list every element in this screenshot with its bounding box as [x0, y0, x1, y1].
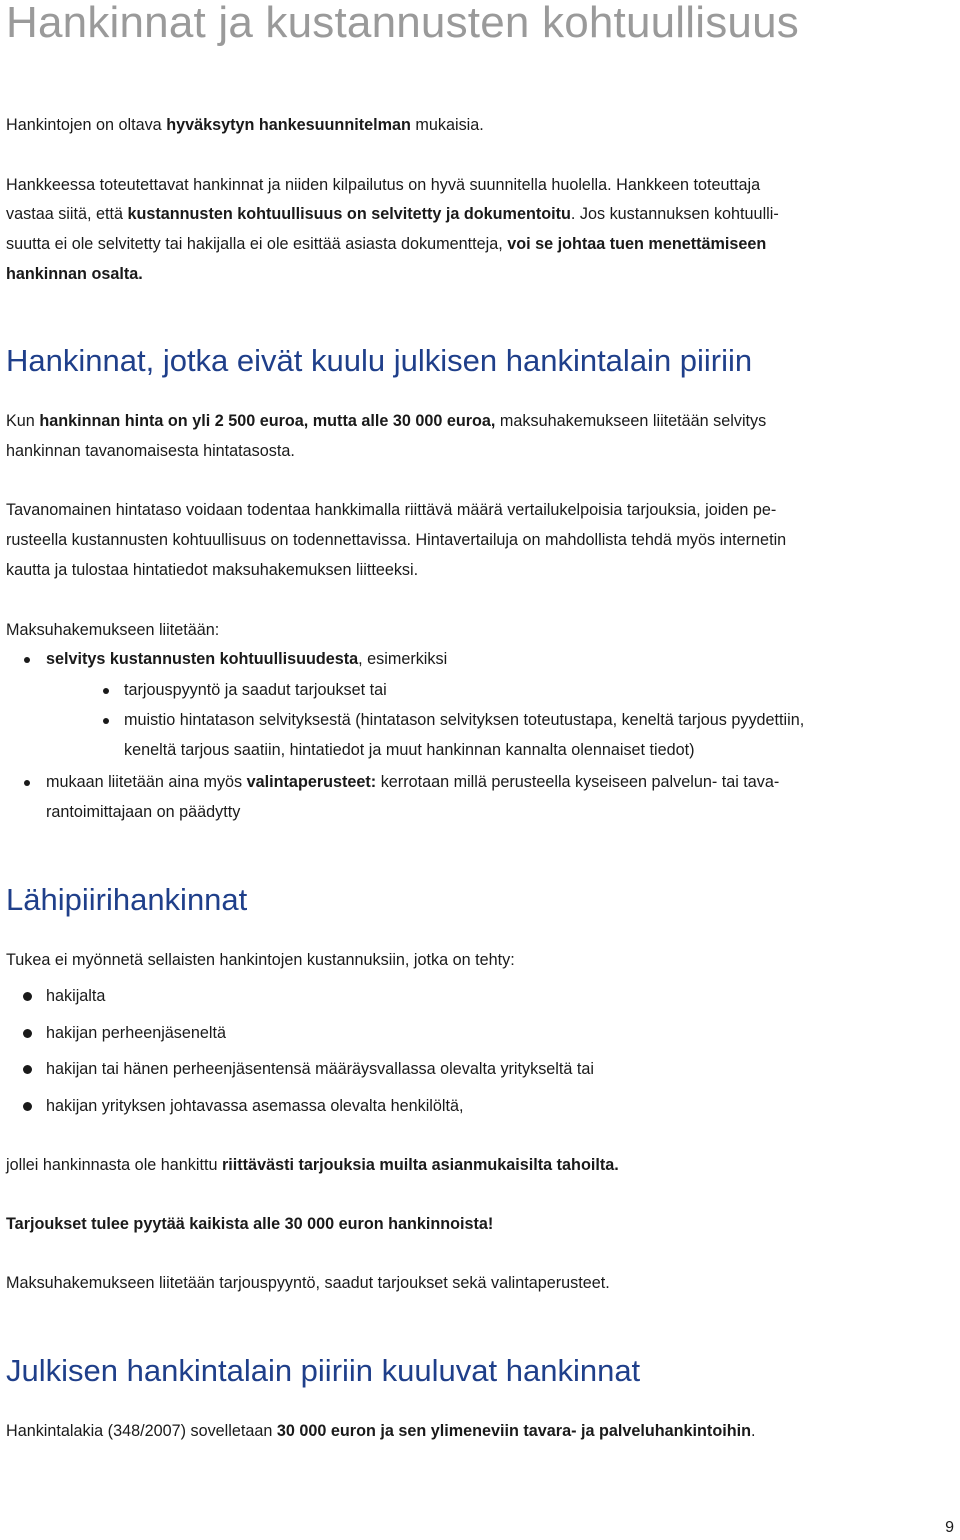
list-item: selvitys kustannusten kohtuullisuudesta, esimerkiksi [46, 650, 448, 668]
list-item: hakijan yrityksen johtavassa asemassa olevalta henkilöltä, [46, 1097, 464, 1115]
sub-list-item: muistio hintatason selvityksestä (hintatason selvityksen toteutustapa, keneltä tarjous pyydettiin, [124, 711, 805, 729]
bullet-icon [23, 992, 32, 1001]
bold-text: hyväksytyn hankesuunnitelman [166, 116, 411, 134]
text: mukaisia. [410, 116, 484, 134]
bullet-icon [24, 657, 30, 663]
section-heading: Julkisen hankintalain piiriin kuuluvat hankinnat [6, 1353, 641, 1388]
sub-list-item: tarjouspyyntö ja saadut tarjoukset tai [124, 681, 387, 699]
text-line: Tavanomainen hintataso voidaan todentaa hankkimalla riittävä määrä vertailukelpoisia tarjouksia, joiden pe- [6, 501, 777, 519]
list-item: mukaan liitetään aina myös valintaperusteet: kerrotaan millä perusteella kyseiseen palvelun- tai tava- [46, 773, 780, 791]
text-line: Kun hankinnan hinta on yli 2 500 euroa, mutta alle 30 000 euroa, maksuhakemukseen liitetään selvitys [6, 412, 767, 430]
page-number: 9 [945, 1519, 954, 1536]
text-line: hankinnan tavanomaisesta hintatasosta. [6, 442, 295, 460]
list-item: hakijan perheenjäseneltä [46, 1024, 226, 1042]
list-intro: Tukea ei myönnetä sellaisten hankintojen kustannuksiin, jotka on tehty: [6, 951, 515, 969]
paragraph-procurement-law: Hankintalakia (348/2007) sovelletaan 30 000 euron ja sen ylimeneviin tavara- ja palveluhankintoihin. [6, 1422, 756, 1440]
paragraph-intro [6, 111, 484, 140]
paragraph-unless: jollei hankinnasta ole hankittu riittävästi tarjouksia muilta asianmukaisilta tahoilta. [6, 1156, 619, 1174]
list-item-continued: rantoimittajaan on päädytty [46, 803, 241, 821]
text: Hankintojen on oltava [6, 116, 167, 134]
sub-list-item-continued: keneltä tarjous saatiin, hintatiedot ja muut hankinnan kannalta olennaiset tiedot) [124, 741, 695, 759]
bullet-icon [103, 688, 109, 694]
paragraph-requirement: Tarjoukset tulee pyytää kaikista alle 30 000 euron hankinnoista! [6, 1215, 494, 1233]
bullet-icon [24, 780, 30, 786]
text-line: Hankkeessa toteutettavat hankinnat ja niiden kilpailutus on hyvä suunnitella huolella. Hankkeen toteuttaja [6, 176, 761, 194]
paragraph-attachments: Maksuhakemukseen liitetään tarjouspyyntö, saadut tarjoukset sekä valintaperusteet. [6, 1274, 610, 1292]
text-line: suutta ei ole selvitetty tai hakijalla ei ole esittää asiasta dokumentteja, voi se johtaa tuen menettämiseen [6, 235, 767, 253]
text-line: rusteella kustannusten kohtuullisuus on todennettavissa. Hintavertailuja on mahdollista tehdä myös internetin [6, 531, 787, 549]
text-line: hankinnan osalta. [6, 265, 143, 283]
bullet-icon [23, 1102, 32, 1111]
text-line: kautta ja tulostaa hintatiedot maksuhakemuksen liitteeksi. [6, 561, 419, 579]
page-title: Hankinnat ja kustannusten kohtuullisuus [6, 0, 799, 47]
section-heading: Hankinnat, jotka eivät kuulu julkisen hankintalain piiriin [6, 343, 753, 378]
list-intro: Maksuhakemukseen liitetään: [6, 621, 220, 639]
list-item: hakijalta [46, 987, 106, 1005]
bullet-icon [103, 718, 109, 724]
text-line: vastaa siitä, että kustannusten kohtuullisuus on selvitetty ja dokumentoitu. Jos kustannuksen kohtuulli- [6, 205, 779, 223]
section-heading: Lähipiirihankinnat [6, 882, 248, 917]
bullet-icon [23, 1065, 32, 1074]
bullet-icon [23, 1029, 32, 1038]
list-item: hakijan tai hänen perheenjäsentensä määräysvallassa olevalta yritykseltä tai [46, 1060, 594, 1078]
